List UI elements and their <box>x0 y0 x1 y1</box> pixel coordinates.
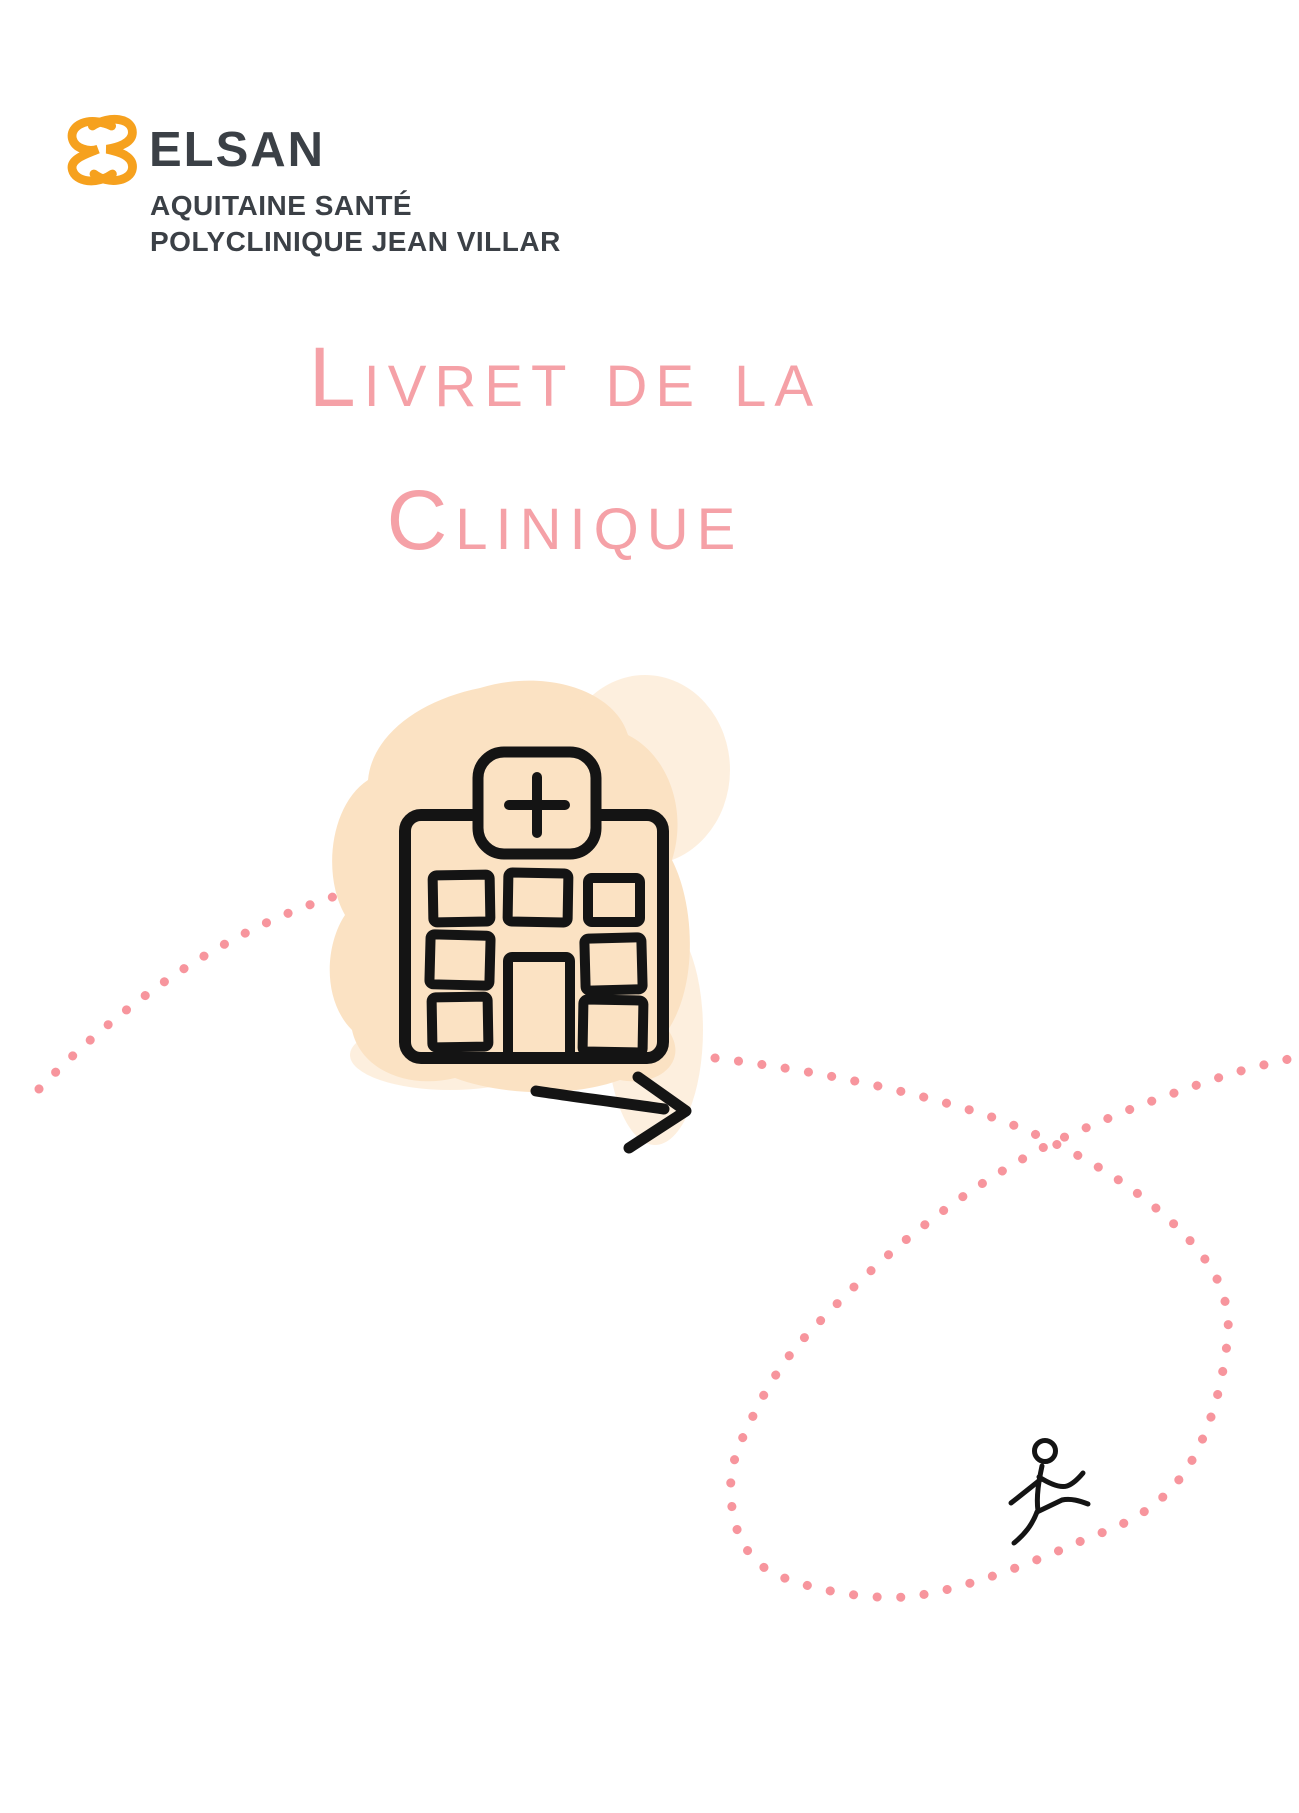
runner-torso <box>1037 1466 1042 1511</box>
runner-head <box>1035 1441 1056 1462</box>
brand-subtitle-network: AQUITAINE SANTÉ <box>150 190 413 221</box>
peach-watercolor-blob <box>330 675 730 1145</box>
runner-front-leg <box>1037 1499 1088 1512</box>
running-person-icon <box>1011 1441 1088 1544</box>
runner-front-arm <box>1039 1473 1083 1487</box>
page-title-line2: CLINIQUE <box>386 473 744 567</box>
page-title-line1: LIVRET DE LA <box>308 330 822 424</box>
runner-back-leg <box>1014 1512 1037 1543</box>
brand-subtitle-facility: POLYCLINIQUE JEAN VILLAR <box>150 226 561 257</box>
brand-name: ELSAN <box>149 123 326 177</box>
pink-dotted-loop <box>715 1056 1299 1597</box>
